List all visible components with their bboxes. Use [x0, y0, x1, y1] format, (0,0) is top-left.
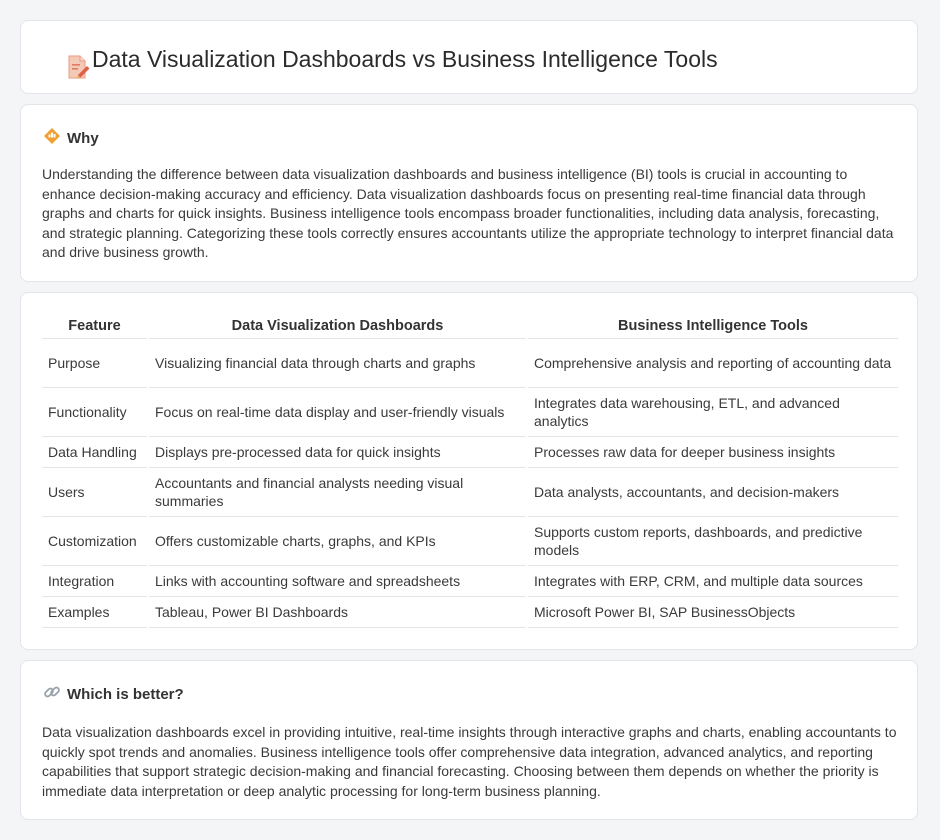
table-header-row: [42, 314, 898, 339]
dashboards-cell: Focus on real-time data display and user-friendly visuals: [148, 388, 527, 437]
feature-cell: Data Handling: [42, 437, 148, 468]
why-heading: Why: [67, 130, 99, 147]
dashboards-cell: Displays pre-processed data for quick insights: [148, 437, 527, 468]
header-bi-tools: Business Intelligence Tools: [527, 314, 898, 339]
bi-cell: Supports custom reports, dashboards, and predictive models: [527, 517, 898, 566]
dashboards-cell: Tableau, Power BI Dashboards: [148, 597, 527, 628]
bi-cell: Data analysts, accountants, and decision-makers: [527, 468, 898, 517]
which-is-better-section: [20, 660, 918, 820]
comparison-table: [42, 314, 898, 628]
why-section: [20, 104, 918, 282]
table-row: [42, 339, 898, 388]
feature-cell: Functionality: [42, 388, 148, 437]
page-title: Data Visualization Dashboards vs Business Intelligence Tools: [92, 46, 718, 72]
dashboards-cell: Visualizing financial data through charts and graphs: [148, 339, 527, 388]
diamond-signal-icon: [43, 127, 61, 150]
header-dashboards: Data Visualization Dashboards: [148, 314, 527, 339]
why-text: Understanding the difference between data visualization dashboards and business intelligence (BI) tools is crucial in accounting to enhance decision-making accuracy and efficiency. Data visualization dashboards focus on presenting real-time financial data through graphs and charts for quick insights. Business intelligence tools encompass broader functionalities, including data analysis, forecasting, and strategic planning. Categorizing these tools correctly ensures accountants utilize the appropriate technology to interpret financial data and drive business growth.: [42, 166, 894, 260]
better-text: Data visualization dashboards excel in providing intuitive, real-time insights through interactive graphs and charts, enabling accountants to quickly spot trends and anomalies. Business intelligence tools offer comprehensive data integration, advanced analytics, and reporting capabilities that support strategic decision-making and financial forecasting. Choosing between them depends on whether the priority is immediate data interpretation or deep analytic processing for long-term business planning.: [42, 724, 897, 799]
table-row: [42, 468, 898, 517]
comparison-table-card: [20, 292, 918, 650]
feature-cell: Users: [42, 468, 148, 517]
table-row: [42, 437, 898, 468]
table-row: [42, 517, 898, 566]
better-heading: Which is better?: [67, 686, 184, 703]
table-row: [42, 388, 898, 437]
bi-cell: Comprehensive analysis and reporting of accounting data: [527, 339, 898, 388]
table-row: [42, 566, 898, 597]
bi-cell: Microsoft Power BI, SAP BusinessObjects: [527, 597, 898, 628]
dashboards-cell: Accountants and financial analysts needing visual summaries: [148, 468, 527, 517]
document-pencil-icon: [66, 54, 90, 80]
feature-cell: Customization: [42, 517, 148, 566]
feature-cell: Integration: [42, 566, 148, 597]
bi-cell: Processes raw data for deeper business insights: [527, 437, 898, 468]
dashboards-cell: Offers customizable charts, graphs, and KPIs: [148, 517, 527, 566]
table-row: [42, 597, 898, 628]
feature-cell: Examples: [42, 597, 148, 628]
dashboards-cell: Links with accounting software and spreadsheets: [148, 566, 527, 597]
feature-cell: Purpose: [42, 339, 148, 388]
link-icon: [43, 683, 61, 706]
why-heading-row: [43, 127, 99, 150]
bi-cell: Integrates data warehousing, ETL, and advanced analytics: [527, 388, 898, 437]
better-heading-row: [43, 683, 184, 706]
header-feature: Feature: [42, 314, 148, 339]
title-card: [20, 20, 918, 94]
bi-cell: Integrates with ERP, CRM, and multiple data sources: [527, 566, 898, 597]
